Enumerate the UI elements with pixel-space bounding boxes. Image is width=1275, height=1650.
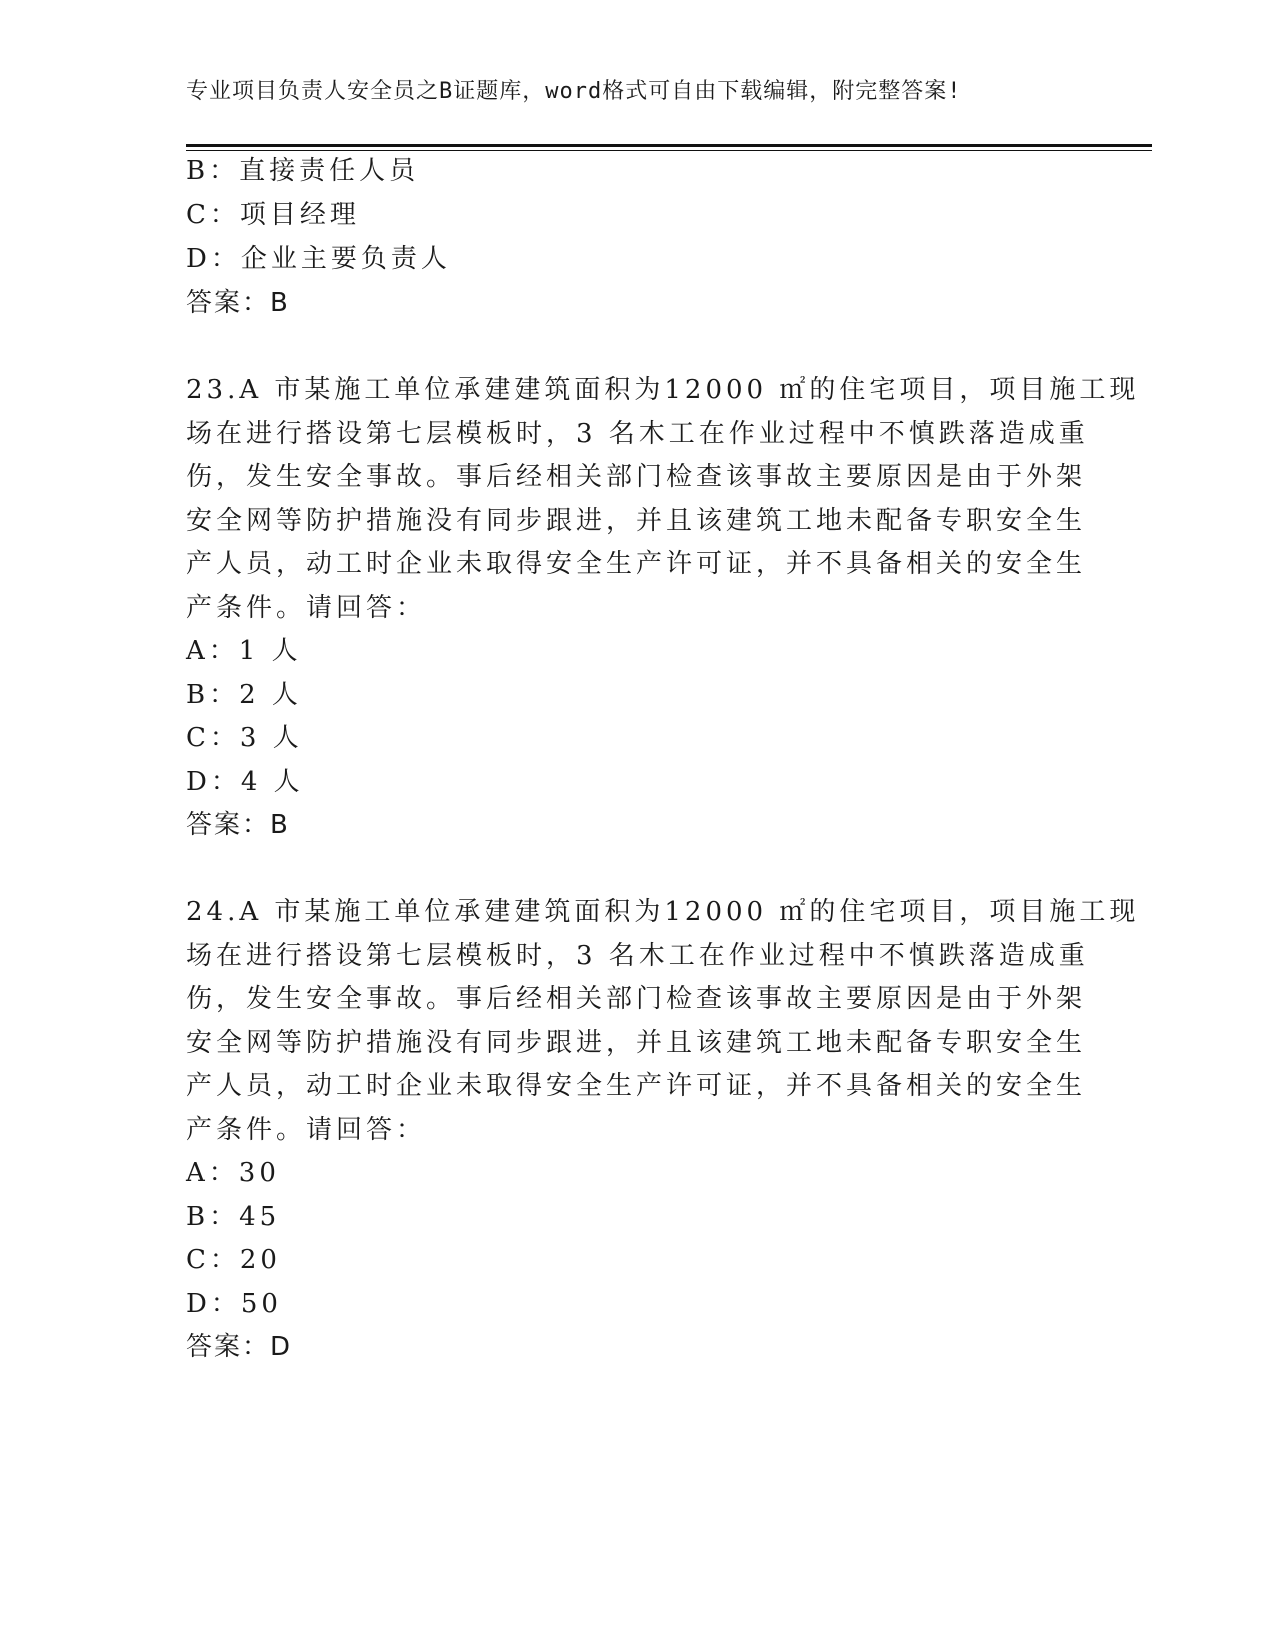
q24-stem-line-3: 伤，发生安全事故。事后经相关部门检查该事故主要原因是由于外架 <box>186 984 1087 1014</box>
prev-option-c: C：项目经理 <box>186 200 360 230</box>
q24-stem-line-2: 场在进行搭设第七层模板时，3 名木工在作业过程中不慎跌落造成重 <box>186 941 1089 971</box>
header-rule-thin <box>186 150 1152 151</box>
q23-stem-line-4: 安全网等防护措施没有同步跟进，并且该建筑工地未配备专职安全生 <box>186 506 1087 536</box>
q23-option-b: B：2 人 <box>186 680 302 710</box>
q23-answer: 答案：B <box>186 810 290 840</box>
q24-option-d: D：50 <box>186 1289 282 1319</box>
prev-option-b: B：直接责任人员 <box>186 156 420 186</box>
q23-option-a: A：1 人 <box>186 636 302 666</box>
q23-stem-line-2: 场在进行搭设第七层模板时，3 名木工在作业过程中不慎跌落造成重 <box>186 419 1089 449</box>
q24-answer: 答案：D <box>186 1332 293 1362</box>
prev-option-d: D：企业主要负责人 <box>186 244 451 274</box>
header-rule-thick <box>186 144 1152 147</box>
q24-stem-line-1: 24.A 市某施工单位承建建筑面积为12000 ㎡的住宅项目，项目施工现 <box>186 897 1140 927</box>
page-header: 专业项目负责人安全员之B证题库，word格式可自由下载编辑，附完整答案! <box>186 79 962 104</box>
q24-stem-line-6: 产条件。请回答： <box>186 1115 427 1145</box>
q23-stem-line-5: 产人员，动工时企业未取得安全生产许可证，并不具备相关的安全生 <box>186 549 1087 579</box>
q24-stem-line-4: 安全网等防护措施没有同步跟进，并且该建筑工地未配备专职安全生 <box>186 1028 1087 1058</box>
q23-stem-line-1: 23.A 市某施工单位承建建筑面积为12000 ㎡的住宅项目，项目施工现 <box>186 375 1140 405</box>
q24-stem-line-5: 产人员，动工时企业未取得安全生产许可证，并不具备相关的安全生 <box>186 1071 1087 1101</box>
q23-stem-line-3: 伤，发生安全事故。事后经相关部门检查该事故主要原因是由于外架 <box>186 462 1087 492</box>
q24-option-b: B：45 <box>186 1202 281 1232</box>
q23-option-d: D：4 人 <box>186 767 304 797</box>
q23-option-c: C：3 人 <box>186 723 303 753</box>
q24-option-a: A：30 <box>186 1158 280 1188</box>
prev-answer: 答案：B <box>186 288 290 318</box>
q23-stem-line-6: 产条件。请回答： <box>186 593 427 623</box>
q24-option-c: C：20 <box>186 1245 281 1275</box>
